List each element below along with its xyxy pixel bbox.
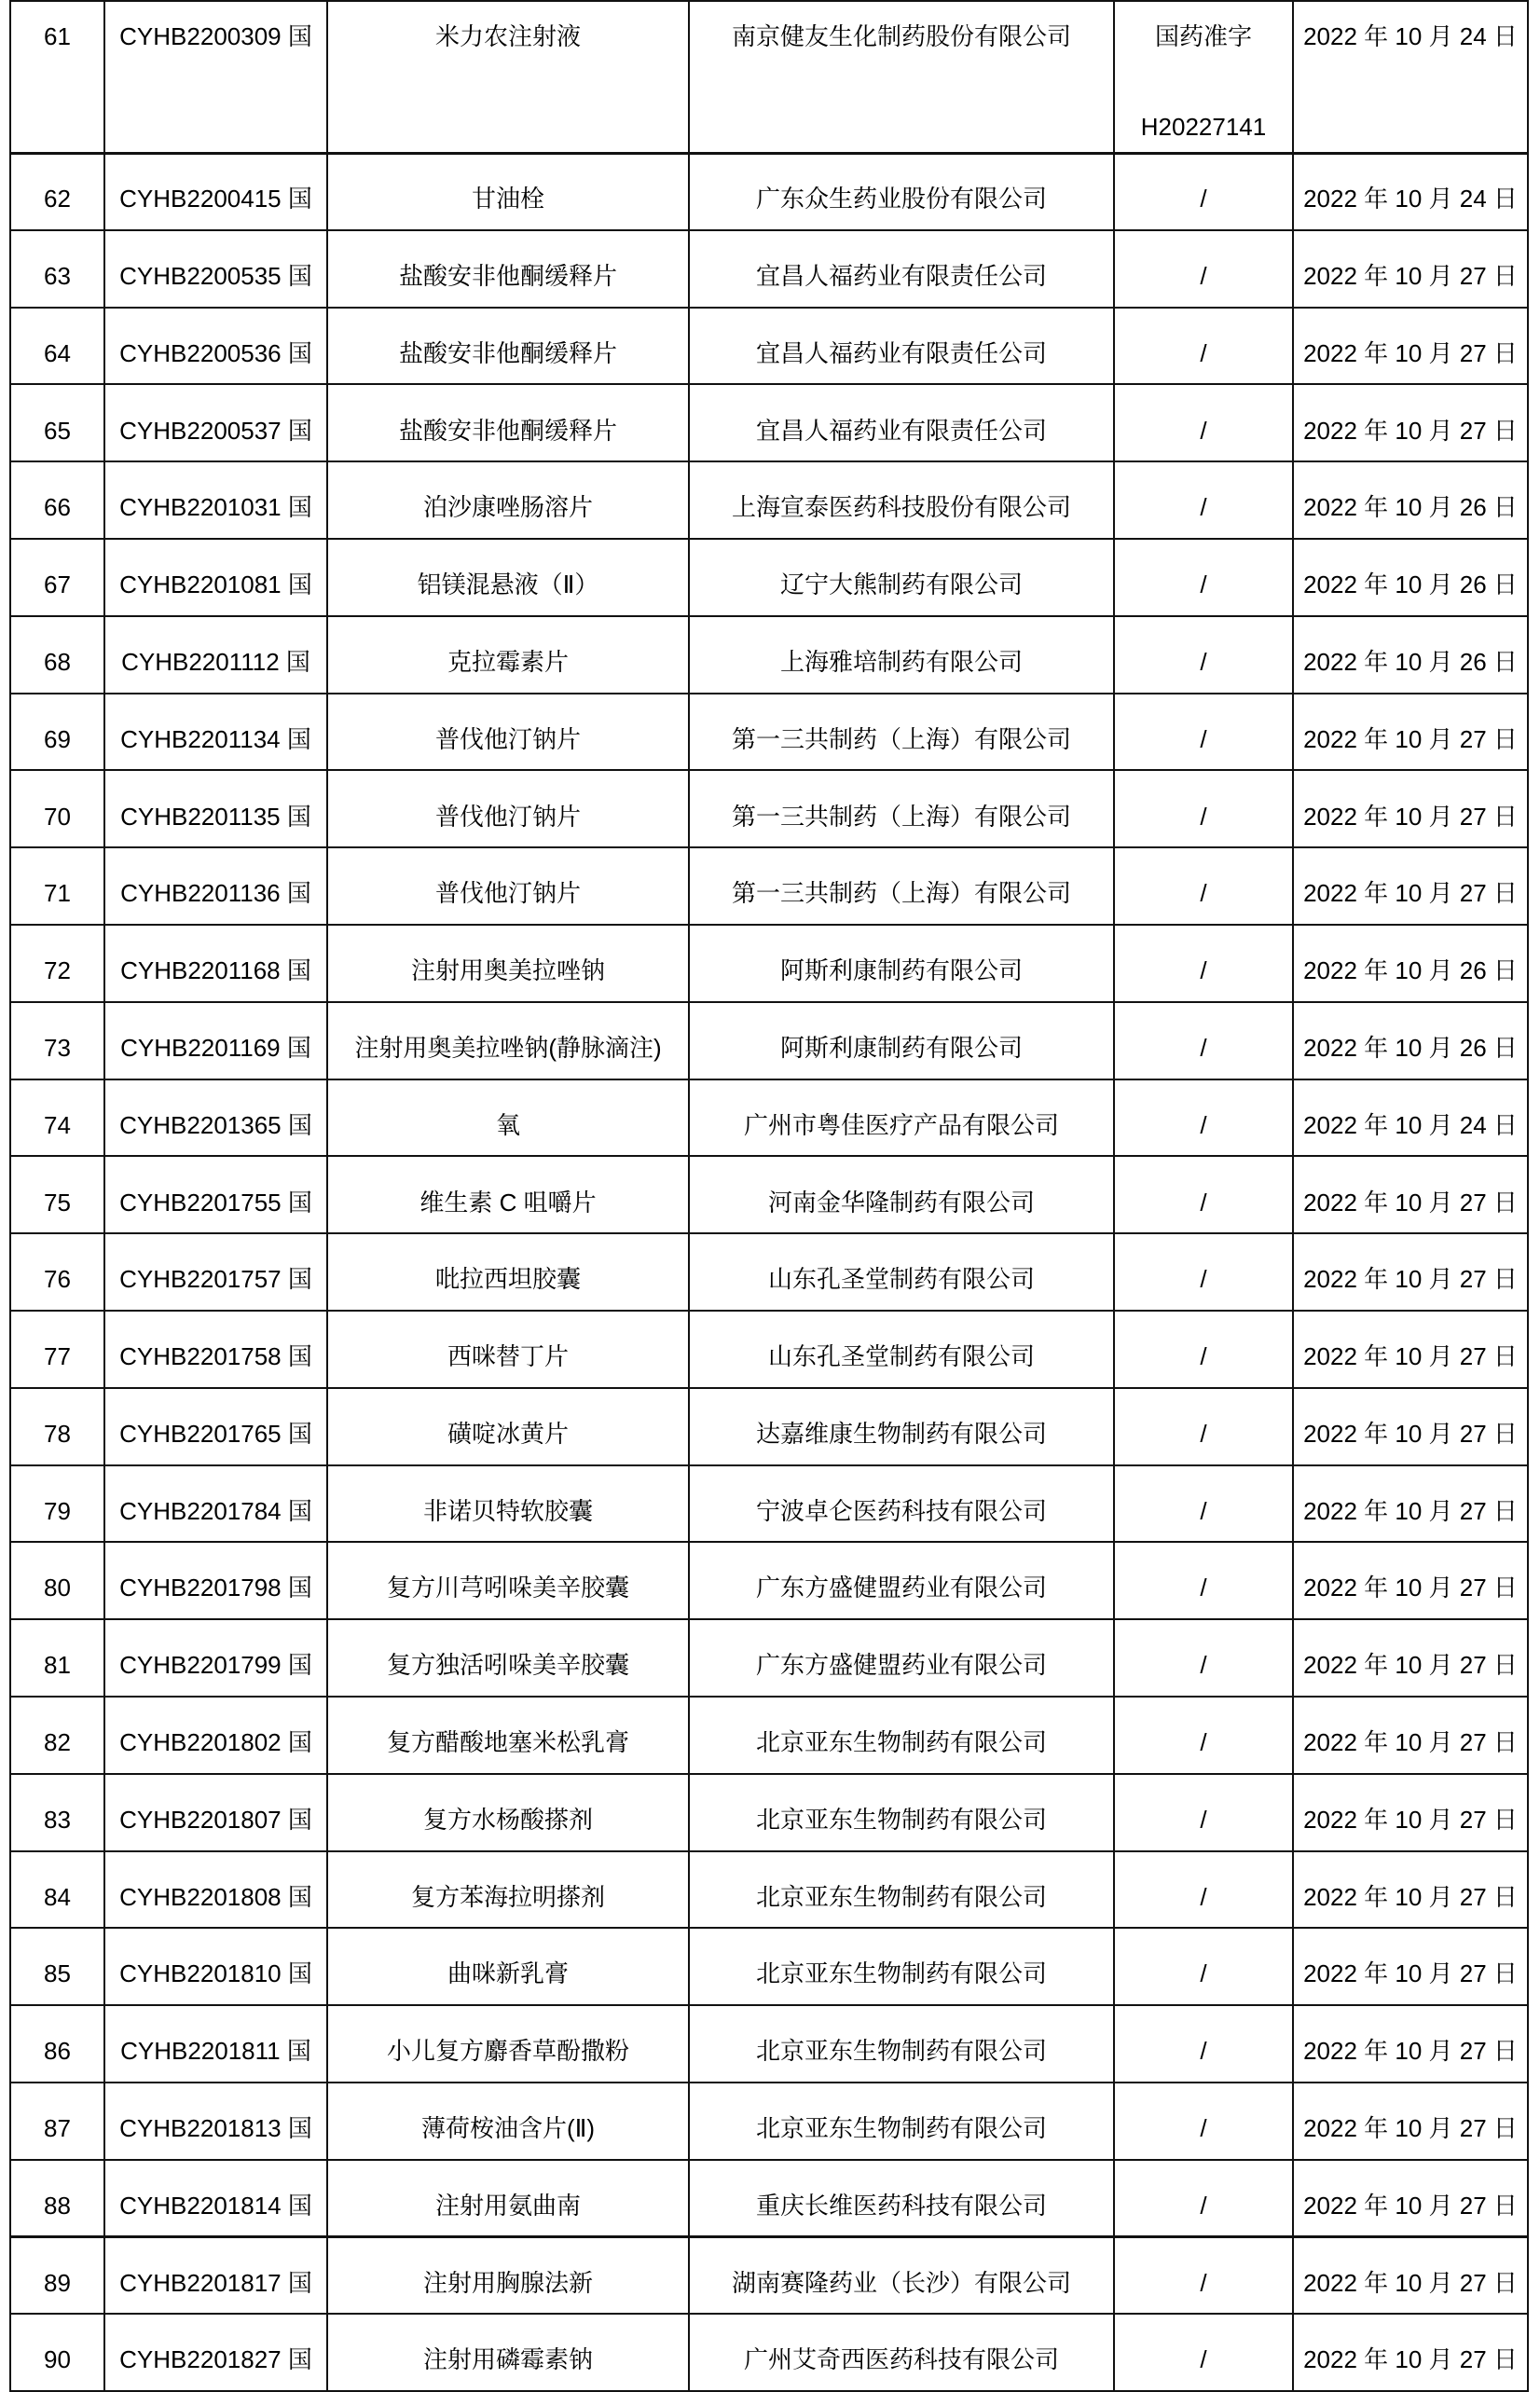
cell-row-number: 90	[10, 2314, 104, 2391]
cell-acceptance-number: CYHB2201814 国	[104, 2160, 327, 2237]
cell-row-number: 77	[10, 1311, 104, 1388]
cell-company-name: 广东方盛健盟药业有限公司	[689, 1619, 1114, 1697]
cell-row-number: 66	[10, 461, 104, 539]
cell-row-number: 74	[10, 1079, 104, 1157]
cell-acceptance-number: CYHB2201817 国	[104, 2237, 327, 2315]
cell-approval-date: 2022 年 10 月 27 日	[1293, 1542, 1528, 1619]
cell-approval-date: 2022 年 10 月 27 日	[1293, 1388, 1528, 1465]
cell-acceptance-number: CYHB2201031 国	[104, 461, 327, 539]
table-row	[10, 2160, 1528, 2237]
cell-acceptance-number: CYHB2201813 国	[104, 2083, 327, 2160]
cell-acceptance-number: CYHB2201808 国	[104, 1851, 327, 1929]
table-row	[10, 925, 1528, 1002]
cell-row-number: 76	[10, 1233, 104, 1311]
cell-drug-name: 铝镁混悬液（Ⅱ）	[327, 539, 689, 616]
cell-drug-name: 注射用奥美拉唑钠(静脉滴注)	[327, 1002, 689, 1079]
cell-approval-number: /	[1114, 1697, 1293, 1774]
cell-company-name: 南京健友生化制药股份有限公司	[689, 1, 1114, 153]
cell-drug-name: 注射用磷霉素钠	[327, 2314, 689, 2391]
table-row	[10, 1233, 1528, 1311]
cell-row-number: 87	[10, 2083, 104, 2160]
cell-drug-name: 注射用奥美拉唑钠	[327, 925, 689, 1002]
cell-approval-date: 2022 年 10 月 26 日	[1293, 616, 1528, 694]
cell-company-name: 阿斯利康制药有限公司	[689, 925, 1114, 1002]
cell-row-number: 67	[10, 539, 104, 616]
cell-approval-date: 2022 年 10 月 24 日	[1293, 1, 1528, 153]
cell-approval-number: /	[1114, 1619, 1293, 1697]
cell-acceptance-number: CYHB2201798 国	[104, 1542, 327, 1619]
cell-approval-number: /	[1114, 1388, 1293, 1465]
drug-approval-table-wrap	[9, 0, 1529, 2392]
cell-company-name: 重庆长维医药科技有限公司	[689, 2160, 1114, 2237]
cell-row-number: 63	[10, 230, 104, 308]
cell-drug-name: 磺啶冰黄片	[327, 1388, 689, 1465]
cell-drug-name: 泊沙康唑肠溶片	[327, 461, 689, 539]
table-row	[10, 1774, 1528, 1851]
cell-approval-date: 2022 年 10 月 27 日	[1293, 1697, 1528, 1774]
cell-company-name: 辽宁大熊制药有限公司	[689, 539, 1114, 616]
cell-acceptance-number: CYHB2201765 国	[104, 1388, 327, 1465]
table-row	[10, 1156, 1528, 1233]
cell-row-number: 79	[10, 1465, 104, 1543]
cell-row-number: 82	[10, 1697, 104, 1774]
cell-drug-name: 吡拉西坦胶囊	[327, 1233, 689, 1311]
cell-approval-date: 2022 年 10 月 27 日	[1293, 1851, 1528, 1929]
cell-company-name: 广州艾奇西医药科技有限公司	[689, 2314, 1114, 2391]
cell-approval-date: 2022 年 10 月 27 日	[1293, 2083, 1528, 2160]
table-row	[10, 1697, 1528, 1774]
cell-acceptance-number: CYHB2201811 国	[104, 2005, 327, 2083]
cell-acceptance-number: CYHB2201758 国	[104, 1311, 327, 1388]
cell-company-name: 第一三共制药（上海）有限公司	[689, 847, 1114, 925]
cell-company-name: 第一三共制药（上海）有限公司	[689, 694, 1114, 771]
cell-approval-date: 2022 年 10 月 26 日	[1293, 539, 1528, 616]
cell-approval-number: /	[1114, 1002, 1293, 1079]
cell-row-number: 80	[10, 1542, 104, 1619]
cell-company-name: 北京亚东生物制药有限公司	[689, 1851, 1114, 1929]
cell-approval-number: /	[1114, 2083, 1293, 2160]
cell-company-name: 第一三共制药（上海）有限公司	[689, 770, 1114, 847]
cell-approval-date: 2022 年 10 月 27 日	[1293, 1619, 1528, 1697]
cell-approval-number: /	[1114, 2237, 1293, 2315]
drug-approval-table	[9, 0, 1529, 2392]
cell-row-number: 65	[10, 384, 104, 461]
cell-drug-name: 普伐他汀钠片	[327, 694, 689, 771]
cell-drug-name: 复方苯海拉明搽剂	[327, 1851, 689, 1929]
cell-acceptance-number: CYHB2200535 国	[104, 230, 327, 308]
approval-line-1: 国药准字	[1154, 22, 1252, 50]
cell-company-name: 北京亚东生物制药有限公司	[689, 1928, 1114, 2005]
cell-acceptance-number: CYHB2201755 国	[104, 1156, 327, 1233]
cell-company-name: 北京亚东生物制药有限公司	[689, 1697, 1114, 1774]
cell-company-name: 宜昌人福药业有限责任公司	[689, 308, 1114, 385]
cell-drug-name: 盐酸安非他酮缓释片	[327, 384, 689, 461]
table-row	[10, 2005, 1528, 2083]
cell-row-number: 88	[10, 2160, 104, 2237]
cell-drug-name: 非诺贝特软胶囊	[327, 1465, 689, 1543]
table-row	[10, 461, 1528, 539]
cell-drug-name: 维生素 C 咀嚼片	[327, 1156, 689, 1233]
cell-company-name: 广东众生药业股份有限公司	[689, 153, 1114, 230]
cell-acceptance-number: CYHB2200309 国	[104, 1, 327, 153]
cell-company-name: 宜昌人福药业有限责任公司	[689, 230, 1114, 308]
cell-approval-number: /	[1114, 770, 1293, 847]
table-row	[10, 153, 1528, 230]
cell-company-name: 北京亚东生物制药有限公司	[689, 1774, 1114, 1851]
cell-approval-number: /	[1114, 2005, 1293, 2083]
table-row	[10, 2083, 1528, 2160]
cell-approval-number: /	[1114, 1311, 1293, 1388]
cell-approval-number: /	[1114, 1928, 1293, 2005]
cell-acceptance-number: CYHB2201784 国	[104, 1465, 327, 1543]
cell-approval-date: 2022 年 10 月 27 日	[1293, 2237, 1528, 2315]
cell-acceptance-number: CYHB2201810 国	[104, 1928, 327, 2005]
cell-approval-date: 2022 年 10 月 27 日	[1293, 1774, 1528, 1851]
cell-approval-number: /	[1114, 1851, 1293, 1929]
cell-approval-date: 2022 年 10 月 27 日	[1293, 770, 1528, 847]
table-row	[10, 384, 1528, 461]
cell-row-number: 71	[10, 847, 104, 925]
cell-row-number: 70	[10, 770, 104, 847]
cell-row-number: 78	[10, 1388, 104, 1465]
cell-approval-date: 2022 年 10 月 27 日	[1293, 2005, 1528, 2083]
cell-acceptance-number: CYHB2201136 国	[104, 847, 327, 925]
cell-acceptance-number: CYHB2201807 国	[104, 1774, 327, 1851]
cell-approval-date: 2022 年 10 月 27 日	[1293, 694, 1528, 771]
cell-row-number: 75	[10, 1156, 104, 1233]
cell-approval-number: /	[1114, 1465, 1293, 1543]
cell-drug-name: 米力农注射液	[327, 1, 689, 153]
cell-acceptance-number: CYHB2201135 国	[104, 770, 327, 847]
cell-row-number: 81	[10, 1619, 104, 1697]
cell-drug-name: 普伐他汀钠片	[327, 770, 689, 847]
cell-approval-number: /	[1114, 694, 1293, 771]
cell-approval-number: /	[1114, 1079, 1293, 1157]
table-row	[10, 1619, 1528, 1697]
cell-approval-date: 2022 年 10 月 27 日	[1293, 230, 1528, 308]
cell-row-number: 61	[10, 1, 104, 153]
cell-drug-name: 甘油栓	[327, 153, 689, 230]
cell-approval-date: 2022 年 10 月 27 日	[1293, 1928, 1528, 2005]
cell-company-name: 广东方盛健盟药业有限公司	[689, 1542, 1114, 1619]
table-row	[10, 2237, 1528, 2315]
cell-approval-number: /	[1114, 2314, 1293, 2391]
approval-line-2: H20227141	[1140, 112, 1267, 141]
cell-approval-number: /	[1114, 153, 1293, 230]
table-row	[10, 1928, 1528, 2005]
cell-approval-number: /	[1114, 616, 1293, 694]
table-row	[10, 1542, 1528, 1619]
table-row	[10, 616, 1528, 694]
cell-row-number: 73	[10, 1002, 104, 1079]
cell-row-number: 89	[10, 2237, 104, 2315]
cell-row-number: 69	[10, 694, 104, 771]
cell-drug-name: 克拉霉素片	[327, 616, 689, 694]
cell-drug-name: 薄荷桉油含片(Ⅱ)	[327, 2083, 689, 2160]
cell-acceptance-number: CYHB2200415 国	[104, 153, 327, 230]
table-row	[10, 1388, 1528, 1465]
cell-drug-name: 盐酸安非他酮缓释片	[327, 230, 689, 308]
cell-drug-name: 复方醋酸地塞米松乳膏	[327, 1697, 689, 1774]
cell-approval-date: 2022 年 10 月 26 日	[1293, 1002, 1528, 1079]
cell-drug-name: 复方川芎吲哚美辛胶囊	[327, 1542, 689, 1619]
cell-approval-number: /	[1114, 2160, 1293, 2237]
cell-row-number: 84	[10, 1851, 104, 1929]
cell-approval-date: 2022 年 10 月 27 日	[1293, 1311, 1528, 1388]
cell-approval-date: 2022 年 10 月 27 日	[1293, 308, 1528, 385]
cell-acceptance-number: CYHB2201168 国	[104, 925, 327, 1002]
cell-drug-name: 氧	[327, 1079, 689, 1157]
table-row	[10, 1002, 1528, 1079]
cell-approval-number: /	[1114, 384, 1293, 461]
cell-approval-date: 2022 年 10 月 24 日	[1293, 1079, 1528, 1157]
cell-approval-date: 2022 年 10 月 24 日	[1293, 153, 1528, 230]
cell-drug-name: 复方水杨酸搽剂	[327, 1774, 689, 1851]
table-row	[10, 1465, 1528, 1543]
cell-company-name: 河南金华隆制药有限公司	[689, 1156, 1114, 1233]
cell-acceptance-number: CYHB2201757 国	[104, 1233, 327, 1311]
table-row	[10, 1311, 1528, 1388]
cell-row-number: 83	[10, 1774, 104, 1851]
cell-acceptance-number: CYHB2201081 国	[104, 539, 327, 616]
cell-approval-number: /	[1114, 1542, 1293, 1619]
cell-acceptance-number: CYHB2201802 国	[104, 1697, 327, 1774]
cell-drug-name: 复方独活吲哚美辛胶囊	[327, 1619, 689, 1697]
cell-drug-name: 西咪替丁片	[327, 1311, 689, 1388]
cell-row-number: 62	[10, 153, 104, 230]
cell-row-number: 64	[10, 308, 104, 385]
cell-acceptance-number: CYHB2201134 国	[104, 694, 327, 771]
cell-drug-name: 曲咪新乳膏	[327, 1928, 689, 2005]
cell-acceptance-number: CYHB2200537 国	[104, 384, 327, 461]
cell-approval-number: /	[1114, 925, 1293, 1002]
cell-row-number: 85	[10, 1928, 104, 2005]
cell-approval-number: /	[1114, 461, 1293, 539]
cell-approval-date: 2022 年 10 月 27 日	[1293, 2160, 1528, 2237]
table-row	[10, 308, 1528, 385]
table-row	[10, 1079, 1528, 1157]
cell-acceptance-number: CYHB2201799 国	[104, 1619, 327, 1697]
cell-row-number: 72	[10, 925, 104, 1002]
cell-company-name: 北京亚东生物制药有限公司	[689, 2083, 1114, 2160]
cell-company-name: 山东孔圣堂制药有限公司	[689, 1233, 1114, 1311]
cell-row-number: 68	[10, 616, 104, 694]
cell-approval-date: 2022 年 10 月 27 日	[1293, 1156, 1528, 1233]
cell-approval-number: /	[1114, 1156, 1293, 1233]
cell-acceptance-number: CYHB2201827 国	[104, 2314, 327, 2391]
cell-drug-name: 注射用氨曲南	[327, 2160, 689, 2237]
cell-approval-number	[1114, 1, 1293, 153]
table-row	[10, 770, 1528, 847]
cell-approval-number: /	[1114, 1774, 1293, 1851]
cell-approval-number: /	[1114, 308, 1293, 385]
cell-acceptance-number: CYHB2201112 国	[104, 616, 327, 694]
cell-drug-name: 小儿复方麝香草酚撒粉	[327, 2005, 689, 2083]
cell-company-name: 上海宣泰医药科技股份有限公司	[689, 461, 1114, 539]
cell-company-name: 北京亚东生物制药有限公司	[689, 2005, 1114, 2083]
table-row	[10, 2314, 1528, 2391]
cell-drug-name: 盐酸安非他酮缓释片	[327, 308, 689, 385]
cell-row-number: 86	[10, 2005, 104, 2083]
cell-company-name: 宁波卓仑医药科技有限公司	[689, 1465, 1114, 1543]
table-row	[10, 1, 1528, 153]
cell-drug-name: 注射用胸腺法新	[327, 2237, 689, 2315]
table-row	[10, 694, 1528, 771]
cell-approval-date: 2022 年 10 月 26 日	[1293, 925, 1528, 1002]
cell-company-name: 湖南赛隆药业（长沙）有限公司	[689, 2237, 1114, 2315]
cell-approval-date: 2022 年 10 月 27 日	[1293, 384, 1528, 461]
cell-drug-name: 普伐他汀钠片	[327, 847, 689, 925]
table-row	[10, 1851, 1528, 1929]
cell-approval-date: 2022 年 10 月 27 日	[1293, 847, 1528, 925]
cell-company-name: 上海雅培制药有限公司	[689, 616, 1114, 694]
cell-approval-date: 2022 年 10 月 27 日	[1293, 2314, 1528, 2391]
cell-approval-date: 2022 年 10 月 27 日	[1293, 1233, 1528, 1311]
cell-acceptance-number: CYHB2200536 国	[104, 308, 327, 385]
table-row	[10, 539, 1528, 616]
cell-company-name: 广州市粤佳医疗产品有限公司	[689, 1079, 1114, 1157]
cell-approval-number: /	[1114, 847, 1293, 925]
table-row	[10, 230, 1528, 308]
cell-company-name: 山东孔圣堂制药有限公司	[689, 1311, 1114, 1388]
cell-company-name: 达嘉维康生物制药有限公司	[689, 1388, 1114, 1465]
cell-approval-number: /	[1114, 230, 1293, 308]
cell-approval-number: /	[1114, 539, 1293, 616]
cell-company-name: 阿斯利康制药有限公司	[689, 1002, 1114, 1079]
cell-approval-date: 2022 年 10 月 27 日	[1293, 1465, 1528, 1543]
cell-approval-date: 2022 年 10 月 26 日	[1293, 461, 1528, 539]
cell-acceptance-number: CYHB2201365 国	[104, 1079, 327, 1157]
table-row	[10, 847, 1528, 925]
cell-acceptance-number: CYHB2201169 国	[104, 1002, 327, 1079]
cell-approval-number: /	[1114, 1233, 1293, 1311]
cell-company-name: 宜昌人福药业有限责任公司	[689, 384, 1114, 461]
